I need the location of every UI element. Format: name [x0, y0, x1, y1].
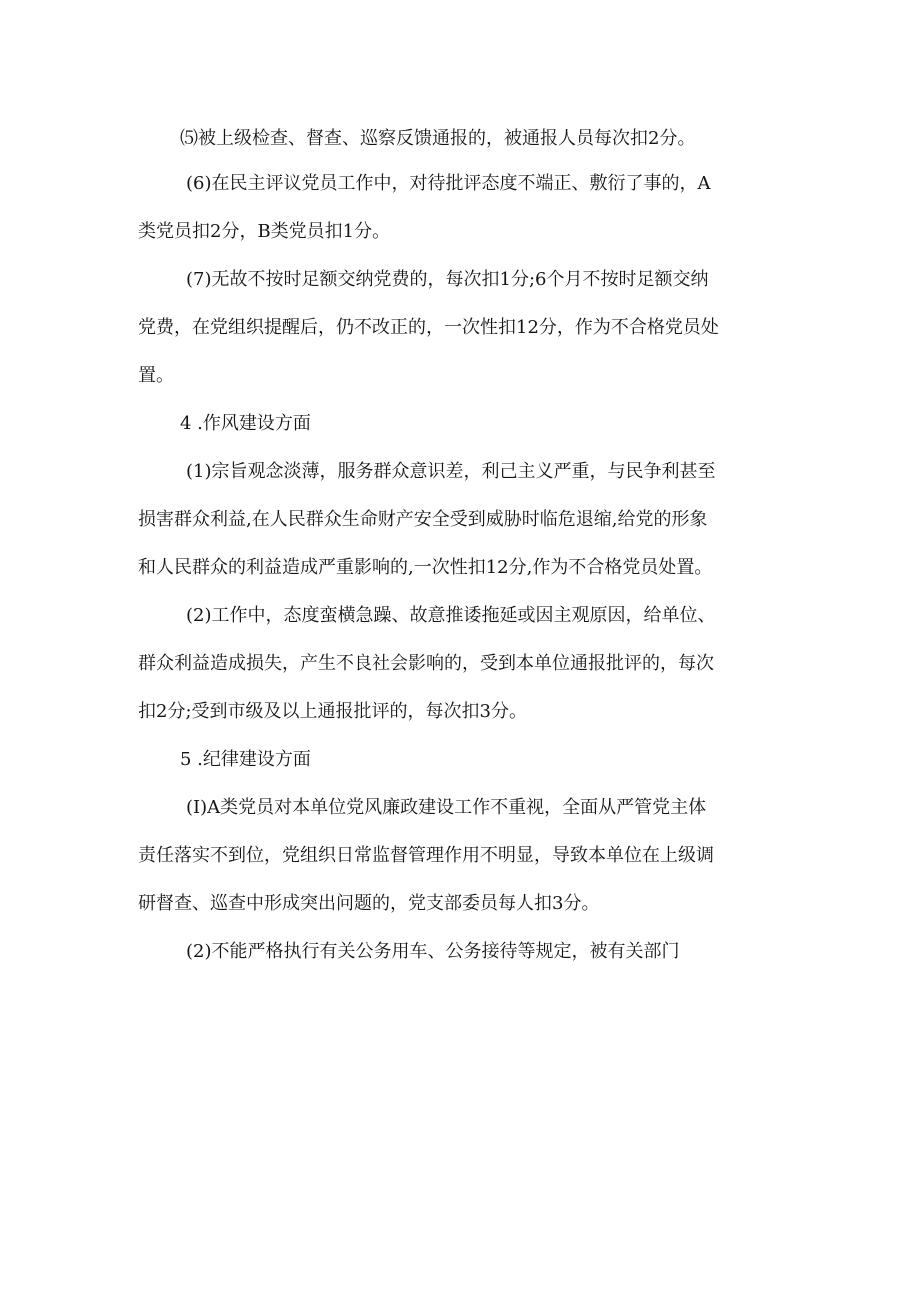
section-4-item-2-line-2: 群众利益造成损失，产生不良社会影响的，受到本单位通报批评的，每次 — [138, 653, 714, 674]
item-7-line-1: (7)无故不按时足额交纳党费的，每次扣1分;6个月不按时足额交纳 — [186, 269, 709, 290]
section-5-item-1-line-2: 责任落实不到位，党组织日常监督管理作用不明显，导致本单位在上级调 — [138, 845, 714, 866]
section-5-item-1-line-3: 研督查、巡查中形成突出问题的，党支部委员每人扣3分。 — [138, 893, 600, 914]
section-4-item-2-line-1: (2)工作中，态度蛮横急躁、故意推诿拖延或因主观原因，给单位、 — [186, 605, 716, 626]
section-4-item-1-line-1: (1)宗旨观念淡薄，服务群众意识差，利己主义严重，与民争利甚至 — [186, 461, 716, 482]
section-4-item-1-line-2: 损害群众利益,在人民群众生命财产安全受到威胁时临危退缩,给党的形象 — [138, 509, 708, 530]
item-7-line-3: 置。 — [138, 365, 174, 386]
section-4-item-2-line-3: 扣2分;受到市级及以上通报批评的，每次扣3分。 — [138, 701, 527, 722]
item-6-line-1: (6)在民主评议党员工作中，对待批评态度不端正、敷衍了事的，A — [186, 173, 711, 194]
item-7-line-2: 党费，在党组织提醒后，仍不改正的，一次性扣12分，作为不合格党员处 — [138, 317, 719, 338]
item-6-line-2: 类党员扣2分，B类党员扣1分。 — [138, 221, 391, 242]
section-4-heading: 4 .作风建设方面 — [180, 413, 311, 434]
item-5-line-1: ⑸被上级检查、督查、巡察反馈通报的，被通报人员每次扣2分。 — [180, 128, 696, 149]
section-5-item-1-line-1: (I)A类党员对本单位党风廉政建设工作不重视，全面从严管党主体 — [186, 797, 707, 818]
section-4-item-1-line-3: 和人民群众的利益造成严重影响的,一次性扣12分,作为不合格党员处置。 — [138, 557, 713, 578]
section-5-heading: 5 .纪律建设方面 — [180, 749, 311, 770]
section-5-item-2-line-1: (2)不能严格执行有关公务用车、公务接待等规定，被有关部门 — [186, 941, 680, 962]
